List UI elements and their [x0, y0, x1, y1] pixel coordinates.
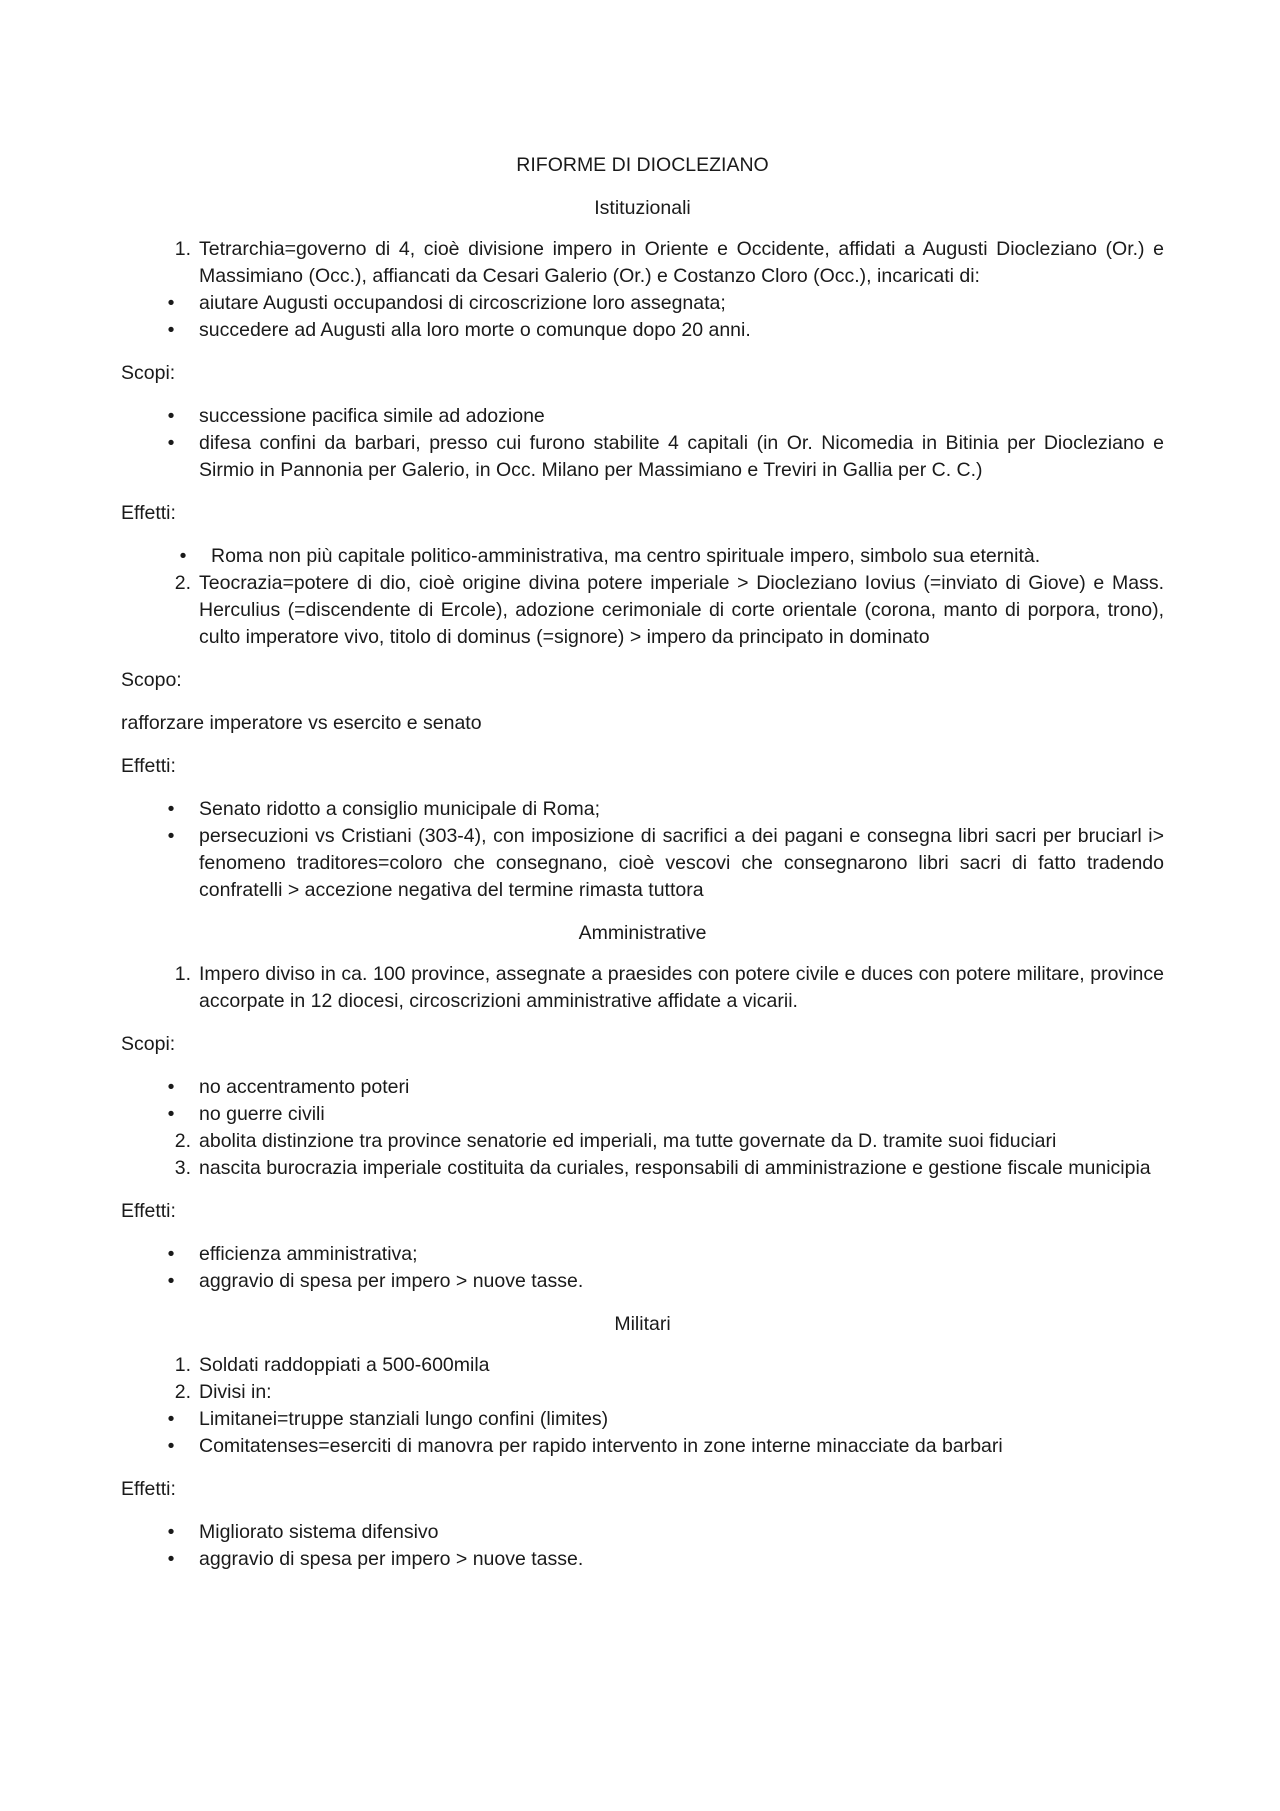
list-item-text: persecuzioni vs Cristiani (303-4), con imposizione di sacrifici a dei pagani e consegna libri sacri per bruciarl i> fenomeno traditores=coloro che consegnano, cioè vescovi che consegnarono libri sacri di fatto tradendo confratelli > accezione negativa del termine rimasta tuttora — [199, 825, 1164, 901]
list-number: 1. — [174, 238, 191, 260]
document-title: RIFORME DI DIOCLEZIANO — [516, 154, 769, 176]
list-item-text: succedere ad Augusti alla loro morte o comunque dopo 20 anni. — [199, 319, 751, 341]
list-item-text: aggravio di spesa per impero > nuove tasse. — [199, 1270, 584, 1292]
bullet-icon: • — [167, 798, 175, 820]
list-item — [121, 1241, 1164, 1268]
list-item — [121, 1546, 1164, 1573]
list-item-text: Senato ridotto a consiglio municipale di Roma; — [199, 798, 601, 820]
bullet-icon: • — [167, 405, 175, 427]
bullet-icon: • — [167, 292, 175, 314]
bullet-icon: • — [179, 545, 187, 567]
list-item-text: no guerre civili — [199, 1103, 325, 1125]
bullet-icon: • — [167, 1103, 175, 1125]
section-heading-amministrative: Amministrative — [578, 922, 707, 944]
bullet-icon: • — [167, 1243, 175, 1265]
list-item-text: Teocrazia=potere di dio, cioè origine divina potere imperiale > Diocleziano Iovius (=inviato di Giove) e Mass. Herculius (=discendente di Ercole), adozione cerimoniale di corte orientale (corona, manto di porpora, trono), culto imperatore vivo, titolo di dominus (=signore) > impero da principato in dominato — [199, 572, 1164, 648]
list-item — [121, 430, 1164, 484]
list-item — [121, 823, 1164, 904]
list-item — [121, 961, 1164, 1015]
bullet-icon: • — [167, 1408, 175, 1430]
list-item — [121, 1128, 1164, 1155]
bullet-icon: • — [167, 1548, 175, 1570]
list-item-text: nascita burocrazia imperiale costituita da curiales, responsabili di amministrazione e gestione fiscale municipia — [199, 1157, 1151, 1179]
list-number: 1. — [174, 963, 191, 985]
scopo-text: rafforzare imperatore vs esercito e senato — [121, 712, 482, 734]
label-scopo: Scopo: — [121, 669, 182, 691]
list-number: 2. — [174, 1130, 191, 1152]
list-item — [121, 1379, 1164, 1406]
list-item-text: aggravio di spesa per impero > nuove tasse. — [199, 1548, 584, 1570]
list-item — [121, 1155, 1164, 1182]
list-item — [121, 1268, 1164, 1295]
bullet-icon: • — [167, 825, 175, 847]
label-effetti: Effetti: — [121, 1478, 176, 1500]
list-item-text: Soldati raddoppiati a 500-600mila — [199, 1354, 490, 1376]
bullet-icon: • — [167, 1521, 175, 1543]
list-item-text: difesa confini da barbari, presso cui furono stabilite 4 capitali (in Or. Nicomedia in Bitinia per Diocleziano e Sirmio in Pannonia per Galerio, in Occ. Milano per Massimiano e Treviri in Gallia per C. C.) — [199, 432, 1164, 481]
list-item — [121, 403, 1164, 430]
list-item-text: Roma non più capitale politico-amministrativa, ma centro spirituale impero, simbolo sua eternità. — [211, 545, 1041, 567]
bullet-icon: • — [167, 1270, 175, 1292]
list-item — [121, 1101, 1164, 1128]
bullet-icon: • — [167, 1435, 175, 1457]
label-scopi: Scopi: — [121, 1033, 176, 1055]
list-item-text: Divisi in: — [199, 1381, 272, 1403]
label-effetti: Effetti: — [121, 502, 176, 524]
list-item — [121, 1352, 1164, 1379]
label-effetti: Effetti: — [121, 1200, 176, 1222]
label-scopi: Scopi: — [121, 362, 176, 384]
list-item — [121, 1519, 1164, 1546]
section-heading-istituzionali: Istituzionali — [594, 197, 691, 219]
list-item-text: Limitanei=truppe stanziali lungo confini (limites) — [199, 1408, 609, 1430]
list-number: 2. — [174, 572, 191, 594]
list-item-text: successione pacifica simile ad adozione — [199, 405, 545, 427]
list-item — [121, 1433, 1164, 1460]
list-item — [121, 236, 1164, 290]
list-item-text: Migliorato sistema difensivo — [199, 1521, 439, 1543]
list-item — [121, 543, 1164, 570]
list-item — [121, 1406, 1164, 1433]
list-item-text: abolita distinzione tra province senatorie ed imperiali, ma tutte governate da D. tramite suoi fiduciari — [199, 1130, 1057, 1152]
bullet-icon: • — [167, 1076, 175, 1098]
list-item-text: Tetrarchia=governo di 4, cioè divisione impero in Oriente e Occidente, affidati a Augusti Diocleziano (Or.) e Massimiano (Occ.), affiancati da Cesari Galerio (Or.) e Costanzo Cloro (Occ.), incaricati di: — [199, 238, 1164, 287]
list-number: 1. — [174, 1354, 191, 1376]
list-item — [121, 317, 1164, 344]
bullet-icon: • — [167, 432, 175, 454]
list-item — [121, 570, 1164, 651]
list-item — [121, 796, 1164, 823]
document-page — [121, 152, 1164, 1573]
list-item-text: Comitatenses=eserciti di manovra per rapido intervento in zone interne minacciate da barbari — [199, 1435, 1003, 1457]
label-effetti: Effetti: — [121, 755, 176, 777]
list-item-text: aiutare Augusti occupandosi di circoscrizione loro assegnata; — [199, 292, 726, 314]
list-item-text: Impero diviso in ca. 100 province, assegnate a praesides con potere civile e duces con potere militare, province accorpate in 12 diocesi, circoscrizioni amministrative affidate a vicarii. — [199, 963, 1164, 1012]
list-number: 3. — [174, 1157, 191, 1179]
list-item — [121, 290, 1164, 317]
list-item — [121, 1074, 1164, 1101]
list-number: 2. — [174, 1381, 191, 1403]
list-item-text: no accentramento poteri — [199, 1076, 410, 1098]
section-heading-militari: Militari — [614, 1313, 671, 1335]
list-item-text: efficienza amministrativa; — [199, 1243, 418, 1265]
bullet-icon: • — [167, 319, 175, 341]
